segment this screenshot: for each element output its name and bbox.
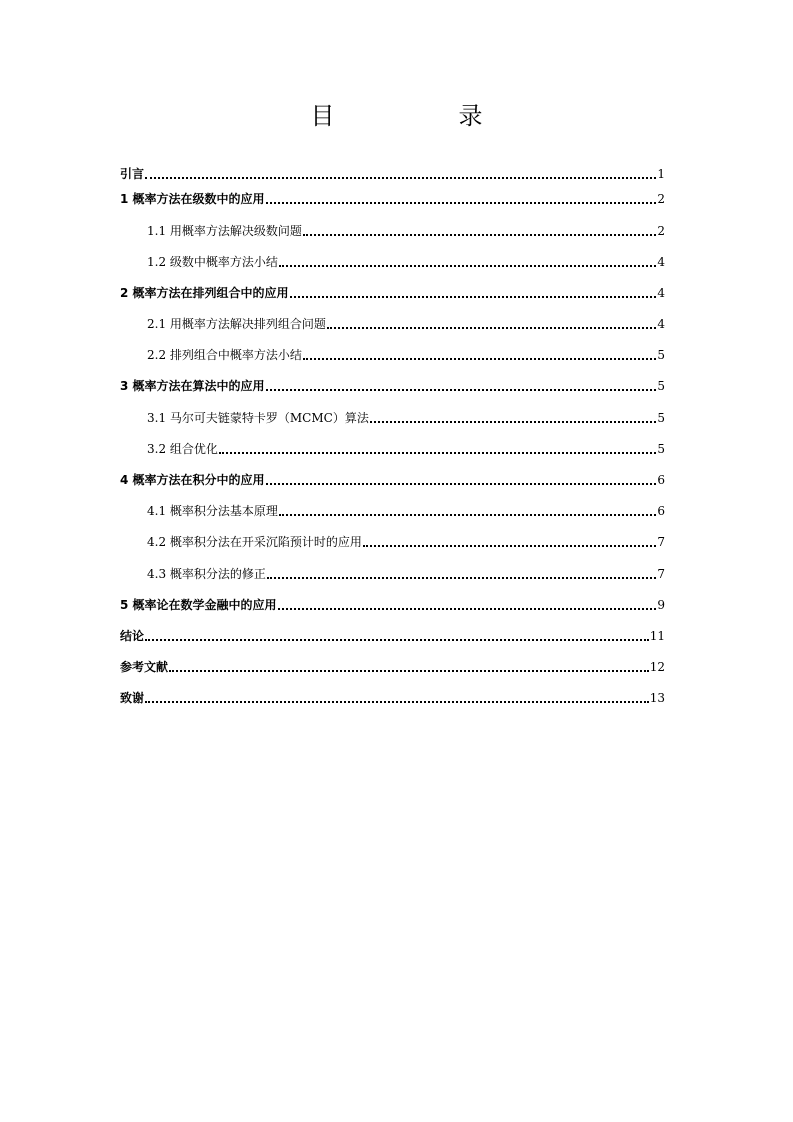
- toc-page-number: 12: [649, 660, 665, 674]
- toc-dot-leader: [370, 421, 657, 423]
- toc-dot-leader: [169, 670, 649, 672]
- toc-entry-section-4-1[interactable]: [147, 499, 665, 519]
- toc-dot-leader: [327, 327, 656, 329]
- page-title: 目 录: [310, 102, 533, 130]
- toc-entry-label: 5 概率论在数学金融中的应用: [120, 598, 277, 612]
- toc-entry-label: 1 概率方法在级数中的应用: [120, 192, 265, 206]
- toc-dot-leader: [279, 514, 656, 516]
- toc-entry-label: 4.1 概率积分法基本原理: [147, 504, 278, 518]
- toc-entry-label: 4.2 概率积分法在开采沉陷预计时的应用: [147, 535, 362, 549]
- toc-entry-references[interactable]: [120, 655, 665, 675]
- toc-dot-leader: [290, 296, 657, 298]
- toc-page-number: 1: [657, 167, 665, 181]
- toc-dot-leader: [145, 701, 649, 703]
- toc-dot-leader: [266, 483, 657, 485]
- toc-entry-label: 2.1 用概率方法解决排列组合问题: [147, 317, 326, 331]
- toc-entry-label: 1.1 用概率方法解决级数问题: [147, 224, 302, 238]
- toc-page-number: 5: [657, 379, 665, 393]
- toc-page-number: 6: [657, 504, 665, 518]
- toc-dot-leader: [266, 389, 657, 391]
- toc-entry-label: 3 概率方法在算法中的应用: [120, 379, 265, 393]
- toc-entry-chapter-1[interactable]: [120, 187, 665, 207]
- toc-page-number: 5: [657, 411, 665, 425]
- toc-entry-section-3-1[interactable]: [147, 406, 665, 426]
- toc-entry-chapter-4[interactable]: [120, 468, 665, 488]
- toc-page-number: 4: [657, 317, 665, 331]
- toc-dot-leader: [145, 177, 656, 179]
- toc-dot-leader: [278, 608, 657, 610]
- toc-entry-label: 4.3 概率积分法的修正: [147, 567, 266, 581]
- toc-dot-leader: [145, 639, 649, 641]
- toc-entry-section-1-1[interactable]: [147, 219, 665, 239]
- toc-entry-label: 结论: [120, 629, 145, 643]
- toc-entry-label: 参考文献: [120, 660, 169, 674]
- toc-page-number: 5: [657, 442, 665, 456]
- toc-entry-conclusion[interactable]: [120, 624, 665, 644]
- toc-entry-label: 3.2 组合优化: [147, 442, 218, 456]
- toc-page-number: 2: [657, 192, 665, 206]
- toc-page-number: 11: [649, 629, 665, 643]
- toc-entry-label: 2.2 排列组合中概率方法小结: [147, 348, 302, 362]
- toc-entry-section-4-2[interactable]: [147, 530, 665, 550]
- toc-entry-section-4-3[interactable]: [147, 562, 665, 582]
- toc-page-number: 6: [657, 473, 665, 487]
- toc-page-number: 5: [657, 348, 665, 362]
- toc-entry-label: 引言: [120, 167, 145, 181]
- toc-entry-section-3-2[interactable]: [147, 437, 665, 457]
- toc-entry-section-2-1[interactable]: [147, 312, 665, 332]
- toc-entry-introduction[interactable]: [120, 162, 665, 182]
- toc-entry-chapter-5[interactable]: [120, 593, 665, 613]
- toc-page-number: 13: [649, 691, 665, 705]
- toc-entry-acknowledgements[interactable]: [120, 686, 665, 706]
- toc-dot-leader: [267, 577, 656, 579]
- toc-entry-chapter-3[interactable]: [120, 374, 665, 394]
- toc-entry-label: 3.1 马尔可夫链蒙特卡罗（MCMC）算法: [147, 411, 369, 425]
- toc-page-number: 4: [657, 286, 665, 300]
- toc-page-number: 7: [657, 535, 665, 549]
- toc-dot-leader: [363, 545, 656, 547]
- toc-entry-label: 2 概率方法在排列组合中的应用: [120, 286, 289, 300]
- toc-dot-leader: [303, 358, 656, 360]
- toc-entry-label: 致谢: [120, 691, 145, 705]
- toc-entry-chapter-2[interactable]: [120, 281, 665, 301]
- toc-entry-section-2-2[interactable]: [147, 343, 665, 363]
- toc-dot-leader: [219, 452, 656, 454]
- toc-page-number: 2: [657, 224, 665, 238]
- toc-dot-leader: [303, 234, 656, 236]
- toc-page-number: 9: [657, 598, 665, 612]
- toc-entry-section-1-2[interactable]: [147, 250, 665, 270]
- toc-page-number: 7: [657, 567, 665, 581]
- toc-dot-leader: [279, 265, 656, 267]
- toc-page-number: 4: [657, 255, 665, 269]
- toc-dot-leader: [266, 202, 657, 204]
- toc-entry-label: 1.2 级数中概率方法小结: [147, 255, 278, 269]
- toc-entry-label: 4 概率方法在积分中的应用: [120, 473, 265, 487]
